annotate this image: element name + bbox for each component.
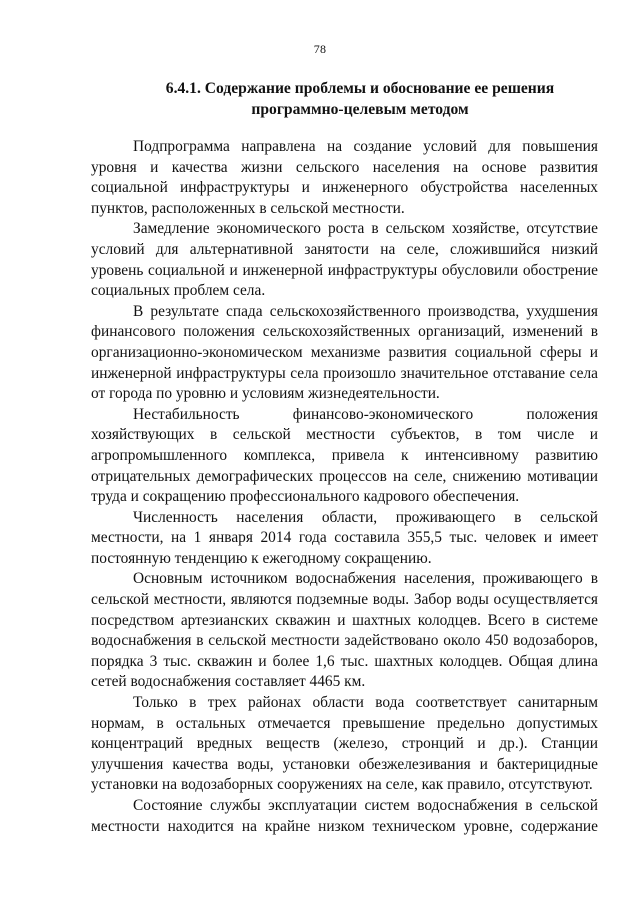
paragraph: Нестабильность финансово-экономического положения хозяйствующих в сельской местности субъектов, в том числе и агропромышленного комплекса, привела к интенсивному развитию отрицательных демографических процессов на селе, снижению мотивации труда и сокращению профессионального кадрового обеспечения. (91, 405, 598, 506)
paragraph: Состояние службы эксплуатации систем водоснабжения в сельской местности находится на крайне низком техническом уровне, содержание (91, 797, 598, 835)
page-number: 78 (313, 42, 327, 56)
paragraph: Замедление экономического роста в сельском хозяйстве, отсутствие условий для альтернативной занятости на селе, сложившийся низкий уровень социальной и инженерной инфраструктуры обусловили обострение социальных проблем села. (91, 220, 598, 300)
paragraph: Подпрограмма направлена на создание условий для повышения уровня и качества жизни сельского населения на основе развития социальной инфраструктуры и инженерного обустройства населенных пунктов, расположенных в сельской местности. (91, 138, 598, 217)
paragraph: Только в трех районах области вода соответствует санитарным нормам, в остальных отмечается превышение предельно допустимых концентраций вредных веществ (железо, стронций и др.). Станции улучшения качества воды, установки обезжелезивания и бактерицидные установки на водозаборных сооружениях на селе, как правило, отсутствуют. (91, 694, 598, 794)
section-heading: 6.4.1. Содержание проблемы и обоснование ее решения программно-целевым методом (165, 80, 555, 118)
paragraph: В результате спада сельскохозяйственного производства, ухудшения финансового положения сельскохозяйственных организаций, изменений в организационно-экономическом механизме развития социальной сферы и инженерной инфраструктуры села произошло значительное отставание села от города по уровню и условиям жизнедеятельности. (91, 302, 598, 403)
body-text (91, 137, 598, 837)
paragraph: Численность населения области, проживающего в сельской местности, на 1 января 2014 года составила 355,5 тыс. человек и имеет постоянную тенденцию к ежегодному сокращению. (91, 508, 598, 567)
paragraph: Основным источником водоснабжения населения, проживающего в сельской местности, являются подземные воды. Забор воды осуществляется посредством артезианских скважин и шахтных колодцев. Всего в системе водоснабжения в сельской местности задействовано около 450 водозаборов, порядка 3 тыс. скважин и более 1,6 тыс. шахтных колодцев. Общая длина сетей водоснабжения составляет 4465 км. (91, 570, 598, 691)
